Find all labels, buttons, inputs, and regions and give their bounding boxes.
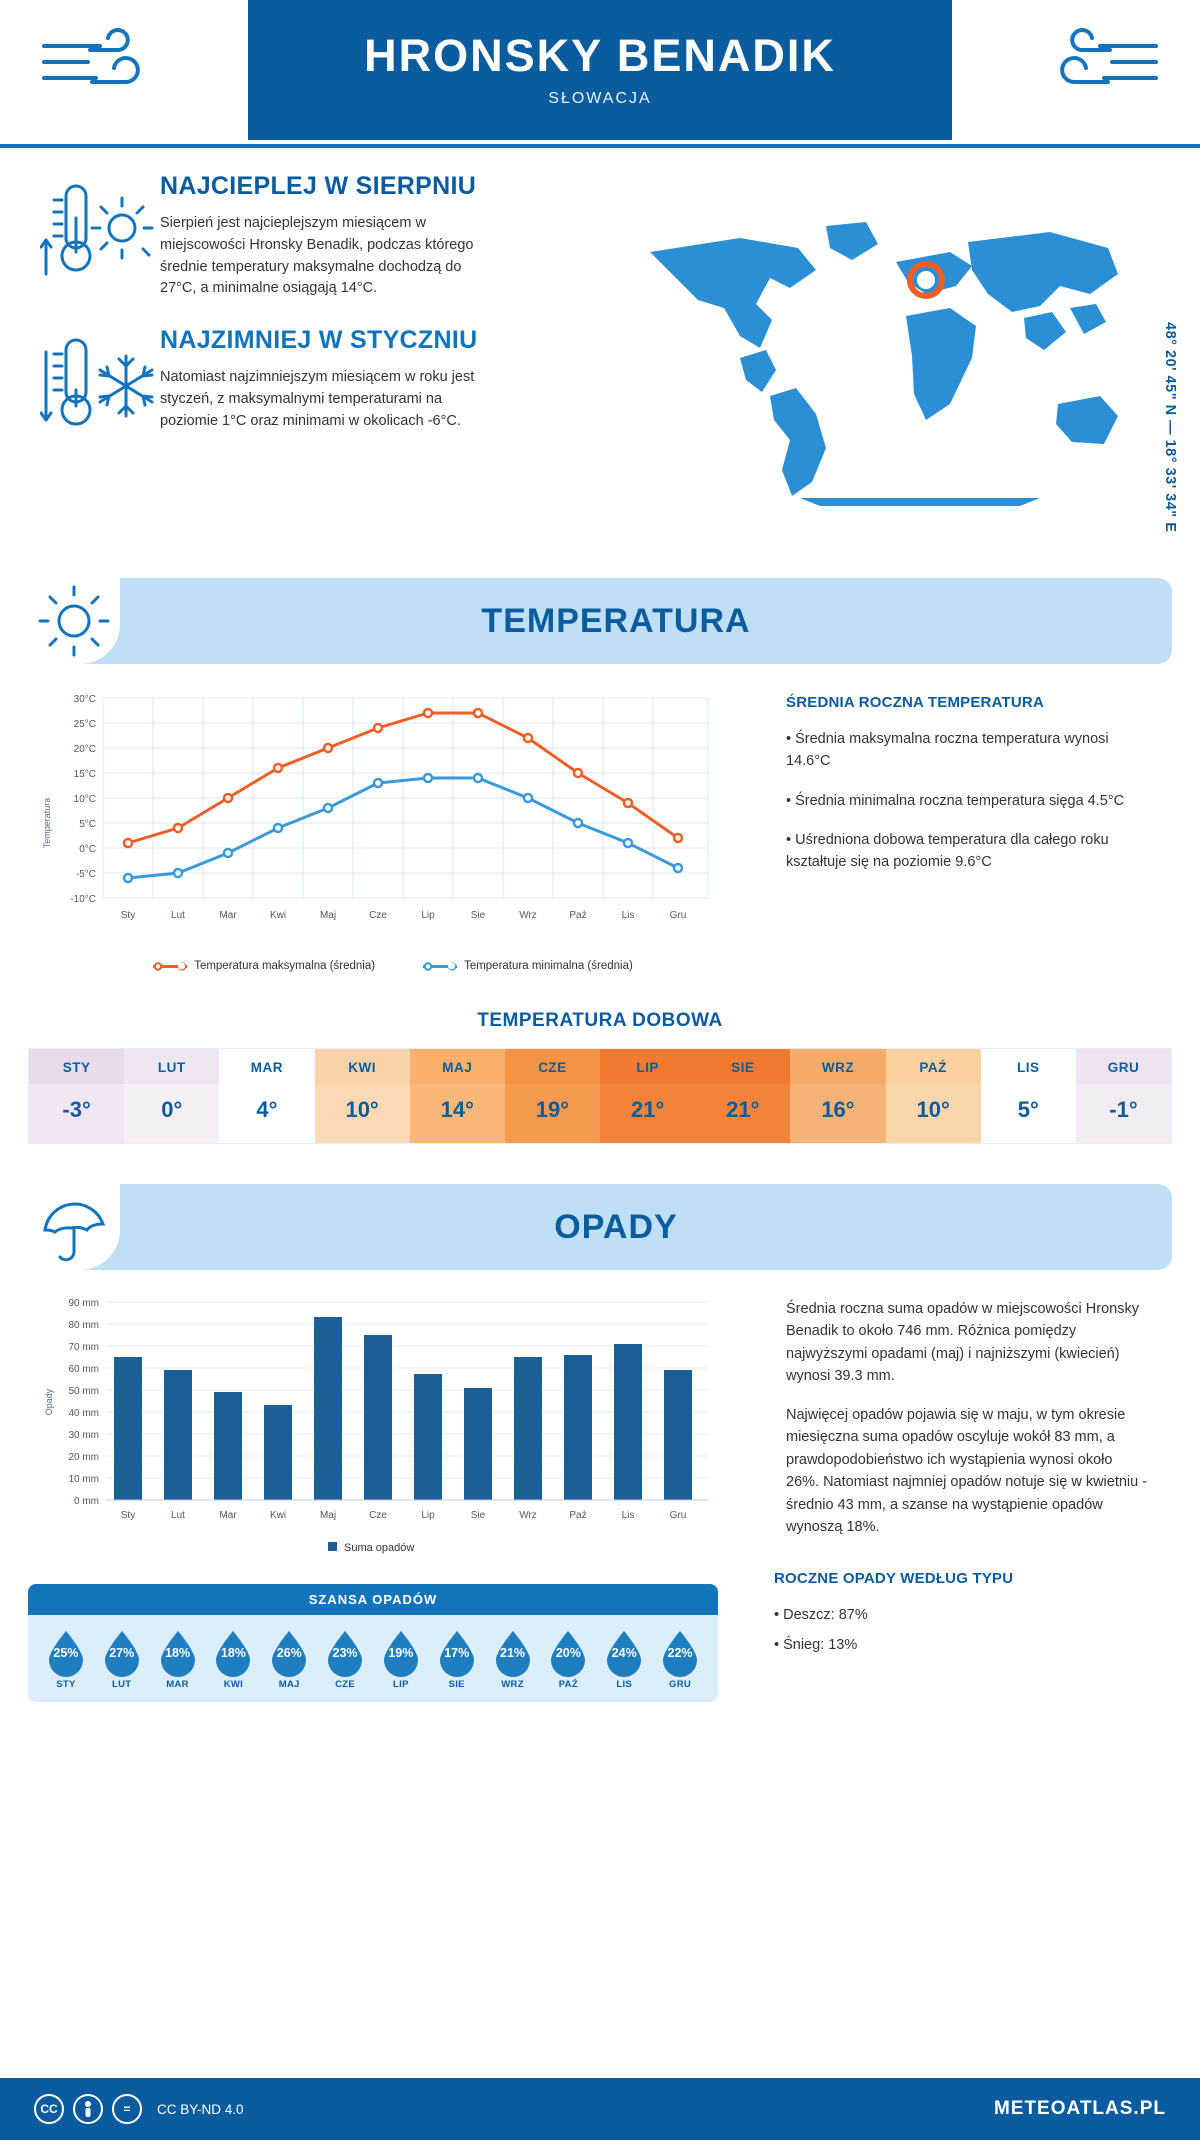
water-drop-icon (212, 1629, 254, 1677)
chance-value: 18% (165, 1646, 191, 1660)
temperature-content (0, 664, 1200, 972)
svg-text:Sie: Sie (470, 910, 486, 921)
sun-icon-tab (28, 578, 120, 664)
chance-drop-item (599, 1629, 649, 1690)
chance-month: CZE (335, 1679, 355, 1690)
legend-item-max (153, 960, 375, 972)
daily-temp-month: SIE (695, 1049, 790, 1084)
legend-label-max: Temperatura maksymalna (średnia) (194, 960, 376, 972)
by-icon (73, 2094, 103, 2124)
svg-text:30°C: 30°C (73, 694, 96, 705)
chance-row (0, 1562, 1200, 1702)
daily-temp-value: 10° (315, 1084, 410, 1143)
chance-drop-item (41, 1629, 91, 1690)
svg-text:Lis: Lis (621, 910, 635, 921)
wind-icon-right (1050, 22, 1170, 107)
daily-temp-title: TEMPERATURA DOBOWA (477, 1010, 723, 1031)
svg-text:60 mm: 60 mm (68, 1364, 99, 1375)
water-drop-icon (436, 1629, 478, 1677)
svg-text:Paź: Paź (569, 910, 587, 921)
chance-value: 19% (388, 1646, 414, 1660)
svg-text:Opady: Opady (44, 1388, 54, 1416)
chance-value: 21% (500, 1646, 526, 1660)
brand-logo: METEOATLAS.PL (993, 2098, 1166, 2119)
chance-month: MAJ (278, 1679, 300, 1690)
svg-text:Wrz: Wrz (519, 910, 537, 921)
chance-value: 26% (276, 1646, 302, 1660)
nd-icon: = (112, 2094, 142, 2124)
precip-para-1: Najwięcej opadów pojawia się w maju, w tym okresie miesięczna suma opadów oscyluje wokół 83 mm, a prawdopodobieństwo ich wystąpienia wynosi około 26%. Natomiast najmniej opadów notuje się w kwietniu - średnio 43 mm, a szanse na wystąpienie opadów wynoszą 18%. (786, 1406, 1148, 1536)
svg-text:0°C: 0°C (79, 844, 96, 855)
precipitation-chart (28, 1292, 758, 1562)
chance-value: 20% (555, 1646, 581, 1660)
precipitation-section-title: OPADY (554, 1207, 678, 1246)
chance-drop-item (97, 1629, 147, 1690)
chance-month: LIS (616, 1679, 633, 1690)
legend-swatch-min (423, 965, 457, 968)
chance-month: KWI (223, 1679, 244, 1690)
chance-drop-item (543, 1629, 593, 1690)
daily-temp-cell (219, 1049, 314, 1143)
chance-month: PAŹ (558, 1679, 578, 1690)
water-drop-icon (157, 1629, 199, 1677)
daily-temp-month: WRZ (790, 1049, 885, 1084)
cold-icons (40, 326, 160, 436)
footer (0, 2078, 1200, 2140)
daily-temp-month: LUT (124, 1049, 219, 1084)
precipitation-content (0, 1270, 1200, 1562)
chance-month: LIP (393, 1679, 409, 1690)
water-drop-icon (324, 1629, 366, 1677)
svg-text:Kwi: Kwi (269, 910, 287, 921)
svg-text:Sie: Sie (470, 1510, 486, 1521)
svg-text:Mar: Mar (219, 910, 237, 921)
svg-text:-5°C: -5°C (75, 869, 96, 880)
svg-text:15°C: 15°C (73, 769, 96, 780)
coldest-title: NAJZIMNIEJ W STYCZNIU (160, 326, 478, 354)
chance-drop-item (376, 1629, 426, 1690)
svg-text:10 mm: 10 mm (68, 1474, 99, 1485)
chance-value: 27% (109, 1646, 135, 1660)
daily-temp-month: STY (29, 1049, 124, 1084)
svg-text:20°C: 20°C (73, 744, 96, 755)
country-label: SŁOWACJA (548, 89, 652, 107)
temperature-legend (28, 960, 758, 972)
svg-text:Lip: Lip (421, 910, 435, 921)
warm-icons (40, 172, 160, 300)
svg-text:40 mm: 40 mm (68, 1408, 99, 1419)
license-block (34, 2094, 244, 2124)
precip-type-rain: • Deszcz: 87% (774, 1607, 868, 1623)
water-drop-icon (45, 1629, 87, 1677)
chance-month: MAR (166, 1679, 189, 1690)
chance-drop-item (488, 1629, 538, 1690)
svg-text:Cze: Cze (369, 910, 387, 921)
daily-temp-value: 16° (790, 1084, 885, 1143)
umbrella-icon-tab (28, 1184, 120, 1270)
chance-value: 25% (53, 1646, 79, 1660)
daily-temp-value: -3° (29, 1084, 124, 1143)
svg-text:50 mm: 50 mm (68, 1386, 99, 1397)
header (0, 0, 1200, 148)
temperature-banner (28, 578, 1172, 664)
precipitation-banner (28, 1184, 1172, 1270)
daily-temp-cell (600, 1049, 695, 1143)
coordinates: 48° 20' 45" N — 18° 33' 34" E (1162, 322, 1178, 533)
svg-text:Lis: Lis (621, 1510, 635, 1521)
legend-item-min (423, 960, 633, 972)
svg-text:Gru: Gru (669, 910, 687, 921)
world-map (620, 208, 1140, 508)
svg-text:Paź: Paź (569, 1510, 587, 1521)
chance-drop-item (655, 1629, 705, 1690)
daily-temp-month: LIP (600, 1049, 695, 1084)
warmest-body: Sierpień jest najcieplejszym miesiącem w miejscowości Hronsky Benadik, podczas którego średnie temperatury maksymalne dochodzą do 27°C, a minimalne osiągają 14°C. (160, 215, 474, 297)
daily-temp-month: GRU (1076, 1049, 1171, 1084)
daily-temp-month: PAŹ (886, 1049, 981, 1084)
daily-temp-value: 4° (219, 1084, 314, 1143)
svg-text:Temperatura: Temperatura (42, 797, 52, 849)
coldest-text (160, 326, 490, 436)
daily-temp-cell (315, 1049, 410, 1143)
svg-text:Lut: Lut (171, 910, 185, 921)
chance-drop-item (432, 1629, 482, 1690)
svg-text:20 mm: 20 mm (68, 1452, 99, 1463)
annual-temp-item-0: • Średnia maksymalna roczna temperatura wynosi 14.6°C (786, 731, 1109, 769)
svg-text:Maj: Maj (319, 1510, 337, 1521)
precip-types (746, 1562, 1166, 1675)
temperature-summary (758, 688, 1148, 972)
chance-value: 23% (332, 1646, 358, 1660)
legend-label-min: Temperatura minimalna (średnia) (464, 960, 633, 972)
daily-temp-value: 0° (124, 1084, 219, 1143)
wind-icon-left (30, 22, 150, 107)
water-drop-icon (268, 1629, 310, 1677)
legend-swatch-max (153, 965, 187, 968)
summary-text-column (0, 172, 600, 568)
daily-temp-cell (505, 1049, 600, 1143)
chance-value: 22% (667, 1646, 693, 1660)
water-drop-icon (603, 1629, 645, 1677)
daily-temp-month: LIS (981, 1049, 1076, 1084)
daily-temp-value: 10° (886, 1084, 981, 1143)
svg-text:Maj: Maj (319, 910, 337, 921)
svg-text:70 mm: 70 mm (68, 1342, 99, 1353)
daily-temp-month: MAJ (410, 1049, 505, 1084)
page-title: HRONSKY BENADIK (364, 30, 836, 82)
temperature-chart (28, 688, 758, 972)
title-banner (248, 0, 952, 140)
svg-text:90 mm: 90 mm (68, 1298, 99, 1309)
chance-value: 24% (611, 1646, 637, 1660)
svg-text:Kwi: Kwi (269, 1510, 287, 1521)
precip-para-0: Średnia roczna suma opadów w miejscowości Hronsky Benadik to około 746 mm. Różnica pomiędzy najwyższymi opadami (maj) i najniższymi (kwiecień) wynosi 39.3 mm. (786, 1301, 1139, 1385)
precip-type-snow: • Śnieg: 13% (774, 1636, 858, 1653)
chance-of-precipitation (28, 1584, 718, 1702)
chance-drop-item (264, 1629, 314, 1690)
water-drop-icon (492, 1629, 534, 1677)
chance-month: WRZ (501, 1679, 524, 1690)
daily-temp-cell (790, 1049, 885, 1143)
svg-text:30 mm: 30 mm (68, 1430, 99, 1441)
temperature-section-title: TEMPERATURA (481, 601, 751, 640)
svg-text:-10°C: -10°C (70, 894, 96, 905)
chance-value: 17% (444, 1646, 470, 1660)
svg-text:Gru: Gru (669, 1510, 687, 1521)
annual-temp-heading: ŚREDNIA ROCZNA TEMPERATURA (786, 694, 1044, 711)
svg-text:25°C: 25°C (73, 719, 96, 730)
svg-text:Lip: Lip (421, 1510, 435, 1521)
coldest-body: Natomiast najzimniejszym miesiącem w roku jest styczeń, z maksymalnymi temperaturami na poziomie 1°C oraz minimami w okolicach -6°C. (160, 369, 475, 429)
chance-drop-item (208, 1629, 258, 1690)
daily-temp-value: 14° (410, 1084, 505, 1143)
daily-temp-cell (695, 1049, 790, 1143)
daily-temp-month: CZE (505, 1049, 600, 1084)
daily-temp-value: 5° (981, 1084, 1076, 1143)
daily-temp-cell (1076, 1049, 1171, 1143)
chance-title: SZANSA OPADÓW (28, 1584, 718, 1615)
chance-month: GRU (669, 1679, 692, 1690)
svg-text:80 mm: 80 mm (68, 1320, 99, 1331)
warmest-title: NAJCIEPLEJ W SIERPNIU (160, 172, 477, 200)
water-drop-icon (659, 1629, 701, 1677)
daily-temp-month: KWI (315, 1049, 410, 1084)
svg-text:Sty: Sty (120, 910, 136, 921)
daily-temp-value: 21° (695, 1084, 790, 1143)
svg-text:Mar: Mar (219, 1510, 237, 1521)
chance-drop-item (153, 1629, 203, 1690)
precip-types-heading: ROCZNE OPADY WEDŁUG TYPU (774, 1570, 1014, 1587)
license-text: CC BY-ND 4.0 (157, 2101, 244, 2117)
daily-temp-cell (410, 1049, 505, 1143)
daily-temp-cell (124, 1049, 219, 1143)
daily-temp-cell (981, 1049, 1076, 1143)
annual-temp-item-2: • Uśredniona dobowa temperatura dla całego roku kształtuje się na poziomie 9.6°C (786, 832, 1109, 870)
daily-temp-cell (886, 1049, 981, 1143)
chance-month: STY (56, 1679, 76, 1690)
chance-month: LUT (112, 1679, 132, 1690)
chance-drops (28, 1615, 718, 1702)
daily-temp-table (28, 1048, 1172, 1144)
precipitation-summary (758, 1292, 1148, 1562)
water-drop-icon (101, 1629, 143, 1677)
annual-temp-item-1: • Średnia minimalna roczna temperatura sięga 4.5°C (786, 792, 1125, 809)
chance-value: 18% (220, 1646, 246, 1660)
svg-text:Lut: Lut (171, 1510, 185, 1521)
svg-text:Suma opadów: Suma opadów (344, 1542, 415, 1554)
svg-text:10°C: 10°C (73, 794, 96, 805)
daily-temp-value: 19° (505, 1084, 600, 1143)
svg-text:0 mm: 0 mm (74, 1496, 99, 1507)
svg-text:Cze: Cze (369, 1510, 387, 1521)
svg-text:5°C: 5°C (79, 819, 96, 830)
water-drop-icon (547, 1629, 589, 1677)
summary-section (0, 148, 1200, 578)
svg-text:Wrz: Wrz (519, 1510, 537, 1521)
daily-temp-value: 21° (600, 1084, 695, 1143)
water-drop-icon (380, 1629, 422, 1677)
chance-drop-item (320, 1629, 370, 1690)
cc-icon: CC (34, 2094, 64, 2124)
daily-temp-cell (29, 1049, 124, 1143)
warmest-text (160, 172, 490, 300)
warmest-block (40, 172, 600, 300)
chance-month: SIE (448, 1679, 465, 1690)
map-column (600, 172, 1200, 568)
daily-temp-value: -1° (1076, 1084, 1171, 1143)
coldest-block (40, 326, 600, 436)
daily-temp-month: MAR (219, 1049, 314, 1084)
svg-text:Sty: Sty (120, 1510, 136, 1521)
